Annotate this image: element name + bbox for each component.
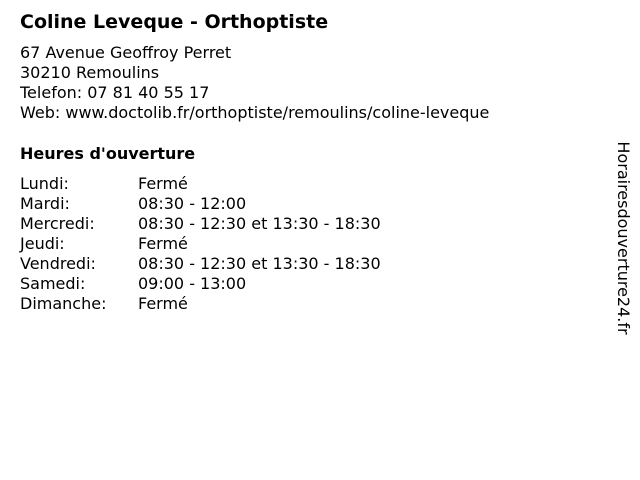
- web-line: Web: www.doctolib.fr/orthoptiste/remoulins/coline-leveque: [20, 103, 490, 122]
- hours-heading: Heures d'ouverture: [20, 144, 196, 163]
- day-label: Vendredi:: [20, 254, 96, 273]
- phone-line: Telefon: 07 81 40 55 17: [20, 83, 210, 102]
- hours-row-wednesday: [20, 214, 381, 234]
- hours-value: Fermé: [138, 294, 188, 313]
- hours-value: Fermé: [138, 234, 188, 253]
- day-label: Mercredi:: [20, 214, 95, 233]
- hours-row-saturday: [20, 274, 381, 294]
- hours-list: [20, 174, 381, 314]
- day-label: Lundi:: [20, 174, 69, 193]
- hours-row-tuesday: [20, 194, 381, 214]
- day-label: Samedi:: [20, 274, 86, 293]
- hours-value: 08:30 - 12:30 et 13:30 - 18:30: [138, 254, 381, 273]
- hours-value: 09:00 - 13:00: [138, 274, 247, 293]
- hours-row-friday: [20, 254, 381, 274]
- day-label: Mardi:: [20, 194, 70, 213]
- hours-value: 08:30 - 12:30 et 13:30 - 18:30: [138, 214, 381, 233]
- hours-value: Fermé: [138, 174, 188, 193]
- hours-row-thursday: [20, 234, 381, 254]
- page-title: Coline Leveque - Orthoptiste: [20, 11, 329, 33]
- city-address: 30210 Remoulins: [20, 63, 160, 82]
- hours-value: 08:30 - 12:00: [138, 194, 247, 213]
- contact-block: [20, 43, 489, 123]
- street-address: 67 Avenue Geoffroy Perret: [20, 43, 232, 62]
- brand-watermark: Horairesdouverture24.fr: [614, 141, 633, 335]
- hours-row-sunday: [20, 294, 381, 314]
- day-label: Dimanche:: [20, 294, 107, 313]
- hours-row-monday: [20, 174, 381, 194]
- day-label: Jeudi:: [20, 234, 65, 253]
